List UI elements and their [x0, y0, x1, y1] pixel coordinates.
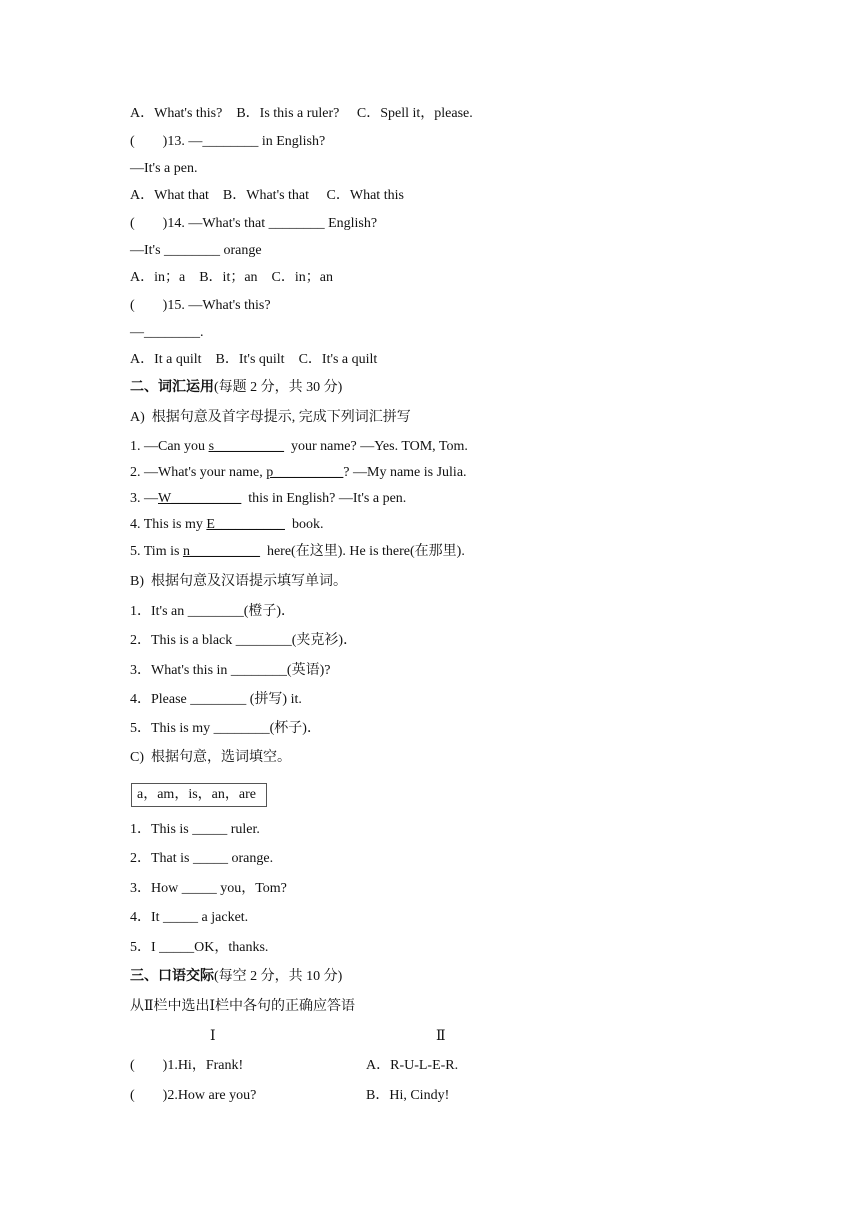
part-b-item: 1．It's an ________(橙子)． — [130, 604, 296, 619]
section-3-score: (每空 2 分，共 10 分) — [214, 969, 343, 984]
part-b-item: 3．What's this in ________(英语)? — [130, 663, 331, 678]
part-b-item: 2．This is a black ________(夹克衫)． — [130, 633, 358, 648]
item-text: book. — [284, 517, 324, 532]
q13-question: ( )13. —________ in English? — [130, 134, 326, 149]
item-text: 2. —What's your name, — [130, 465, 267, 480]
column-2-heading: Ⅱ — [436, 1029, 446, 1044]
section-2-heading — [130, 378, 342, 398]
section-2-score: (每题 2 分，共 30 分) — [214, 380, 343, 395]
match-right-item: B．Hi, Cindy! — [366, 1088, 450, 1103]
match-left-item: ( )2.How are you? — [130, 1088, 257, 1103]
column-1-heading: Ⅰ — [210, 1029, 216, 1044]
spelling-blank: s__________ — [208, 439, 285, 454]
match-right-item: A．R-U-L-E-R. — [366, 1058, 459, 1073]
section-3-heading — [130, 967, 342, 987]
item-text: 1. —Can you — [130, 439, 209, 454]
item-text: 5. Tim is — [130, 544, 183, 559]
q15-answer: —________. — [130, 325, 204, 340]
part-a-item — [130, 437, 468, 457]
section-2-title: 二、词汇运用 — [130, 380, 214, 395]
section-3-title: 三、口语交际 — [130, 969, 214, 984]
part-b-item: 5．This is my ________(杯子)． — [130, 721, 321, 736]
part-a-item — [130, 463, 467, 483]
item-text: here(在这里). He is there(在那里). — [259, 544, 465, 559]
part-a-item — [130, 489, 406, 509]
part-b-instruction: B) 根据句意及汉语提示填写单词。 — [130, 574, 347, 589]
word-box-text: a，am，is，an，are — [137, 787, 256, 802]
q15-question: ( )15. —What's this? — [130, 298, 271, 313]
spelling-blank: W__________ — [158, 491, 242, 506]
item-text: 4. This is my — [130, 517, 207, 532]
item-text: ? —My name is Julia. — [343, 465, 467, 480]
part-c-item: 1．This is _____ ruler. — [130, 822, 260, 837]
q15-options: A．It a quilt B．It's quilt C．It's a quilt — [130, 352, 378, 367]
part-a-item — [130, 542, 465, 562]
spelling-blank: E__________ — [206, 517, 285, 532]
part-c-item: 5．I _____OK，thanks. — [130, 940, 269, 955]
part-a-item — [130, 515, 323, 535]
word-box — [131, 783, 267, 807]
q14-answer: —It's ________ orange — [130, 243, 262, 258]
q13-options: A．What that B．What's that C．What this — [130, 188, 404, 203]
part-c-item: 2．That is _____ orange. — [130, 851, 274, 866]
spelling-blank: n__________ — [182, 544, 260, 559]
spelling-blank: p__________ — [266, 465, 344, 480]
q12-options: A．What's this? B．Is this a ruler? C．Spell it，please. — [130, 106, 473, 121]
item-text: this in English? —It's a pen. — [241, 491, 407, 506]
part-c-item: 4．It _____ a jacket. — [130, 910, 249, 925]
part-c-instruction: C) 根据句意，选词填空。 — [130, 750, 291, 765]
part-a-instruction: A) 根据句意及首字母提示, 完成下列词汇拼写 — [130, 410, 411, 425]
q14-question: ( )14. —What's that ________ English? — [130, 216, 378, 231]
part-c-item: 3．How _____ you，Tom? — [130, 881, 287, 896]
q14-options: A．in；a B．it；an C．in；an — [130, 270, 333, 285]
q13-answer: —It's a pen. — [130, 161, 198, 176]
item-text: 3. — — [130, 491, 158, 506]
part-b-item: 4．Please ________ (拼写) it. — [130, 692, 302, 707]
item-text: your name? —Yes. TOM, Tom. — [284, 439, 468, 454]
match-left-item: ( )1.Hi，Frank! — [130, 1058, 244, 1073]
section-3-instruction: 从Ⅱ栏中选出Ⅰ栏中各句的正确应答语 — [130, 999, 356, 1014]
